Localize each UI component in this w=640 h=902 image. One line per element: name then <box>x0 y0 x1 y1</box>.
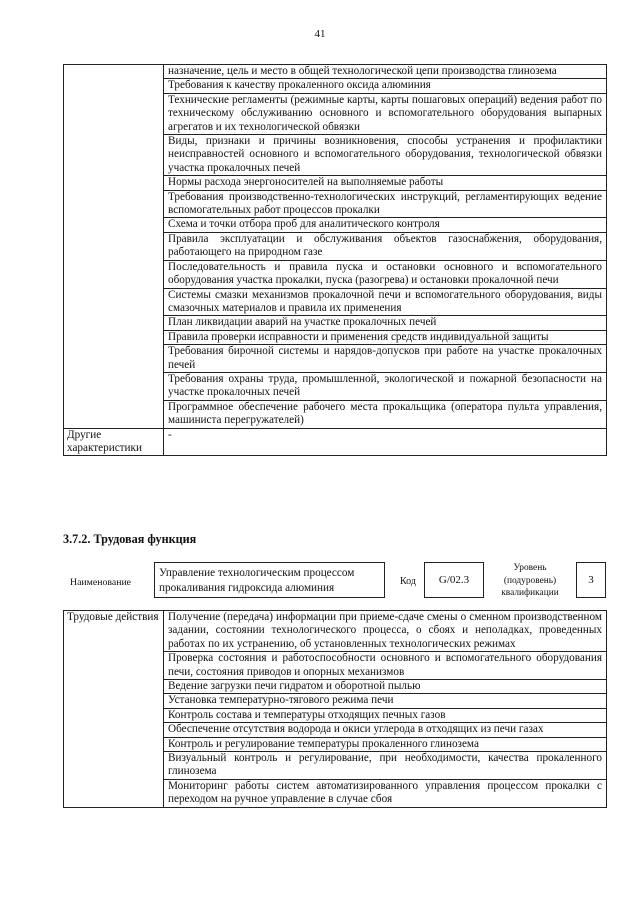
knowledge-item: Правила эксплуатации и обслуживания объектов газоснабжения, оборудования, работающего на природном газе <box>164 232 607 260</box>
knowledge-item: План ликвидации аварий на участке прокалочных печей <box>164 316 607 330</box>
labor-action-item: Ведение загрузки печи гидратом и оборотной пылью <box>164 680 607 694</box>
labor-actions-label: Трудовые действия <box>64 611 164 808</box>
knowledge-table <box>63 64 607 456</box>
knowledge-item: Требования к качеству прокаленного оксида алюминия <box>164 79 607 93</box>
knowledge-item: Требования охраны труда, промышленной, экологической и пожарной безопасности на участке прокалочных печей <box>164 372 607 400</box>
table-row <box>64 428 607 456</box>
knowledge-item: Нормы расхода энергоносителей на выполняемые работы <box>164 176 607 190</box>
knowledge-item: Схема и точки отбора проб для аналитического контроля <box>164 218 607 232</box>
knowledge-item: Требования бирочной системы и нарядов-допусков при работе на участке прокалочных печей <box>164 345 607 373</box>
name-value: Управление технологическим процессом прокаливания гидроксида алюминия <box>154 562 385 598</box>
labor-action-item: Обеспечение отсутствия водорода и окиси углерода в отходящих из печи газах <box>164 723 607 737</box>
labor-action-item: Визуальный контроль и регулирование, при необходимости, качества прокаленного глинозема <box>164 752 607 780</box>
knowledge-item: назначение, цель и место в общей технологической цепи производства глинозема <box>164 65 607 79</box>
code-label: Код <box>400 576 416 587</box>
empty-label-cell <box>64 65 164 429</box>
labor-actions-table <box>63 610 607 808</box>
other-characteristics-value: - <box>164 428 607 456</box>
table-row <box>64 611 607 652</box>
labor-action-item: Получение (передача) информации при приеме-сдаче смены о сменном производственном задании, состоянии технологического процесса, о сбоях и неполадках, проведенных работах по их устранению, об установленных технологических режимах <box>164 611 607 652</box>
code-value: G/02.3 <box>424 562 484 598</box>
level-value: 3 <box>576 562 606 598</box>
level-label: Уровень (подуровень) квалификации <box>501 563 559 598</box>
labor-action-item: Проверка состояния и работоспособности основного и вспомогательного оборудования печи, состояния приводов и опорных механизмов <box>164 652 607 680</box>
knowledge-item: Требования производственно-технологических инструкций, регламентирующих ведение вспомогательных работ процессов прокалки <box>164 190 607 218</box>
knowledge-item: Последовательность и правила пуска и остановки основного и вспомогательного оборудования участка прокалки, пуска (разогрева) и остановки прокалочной печи <box>164 260 607 288</box>
table-row <box>64 65 607 79</box>
knowledge-item: Технические регламенты (режимные карты, карты пошаговых операций) ведения работ по техническому обслуживанию основного и вспомогательного оборудования выпарных агрегатов и их технологической обвязки <box>164 93 607 134</box>
labor-action-item: Контроль и регулирование температуры прокаленного глинозема <box>164 737 607 751</box>
knowledge-item: Правила проверки исправности и применения средств индивидуальной защиты <box>164 330 607 344</box>
labor-action-item: Установка температурно-тягового режима печи <box>164 694 607 708</box>
labor-action-item: Контроль состава и температуры отходящих печных газов <box>164 708 607 722</box>
function-header <box>0 560 640 604</box>
section-title: 3.7.2. Трудовая функция <box>63 532 197 546</box>
other-characteristics-label: Другие характеристики <box>64 428 164 456</box>
knowledge-item: Программное обеспечение рабочего места прокальщика (оператора пульта управления, машиниста перегружателей) <box>164 400 607 428</box>
labor-action-item: Мониторинг работы систем автоматизированного управления процессом прокалки с переходом на ручное управление в случае сбоя <box>164 779 607 807</box>
knowledge-item: Виды, признаки и причины возникновения, способы устранения и профилактики неисправностей основного и вспомогательного оборудования, технологической обвязки участка прокалочных печей <box>164 135 607 176</box>
knowledge-item: Системы смазки механизмов прокалочной печи и вспомогательного оборудования, виды смазочных материалов и правила их применения <box>164 288 607 316</box>
name-label: Наименование <box>70 577 132 588</box>
page-number: 41 <box>314 28 326 40</box>
